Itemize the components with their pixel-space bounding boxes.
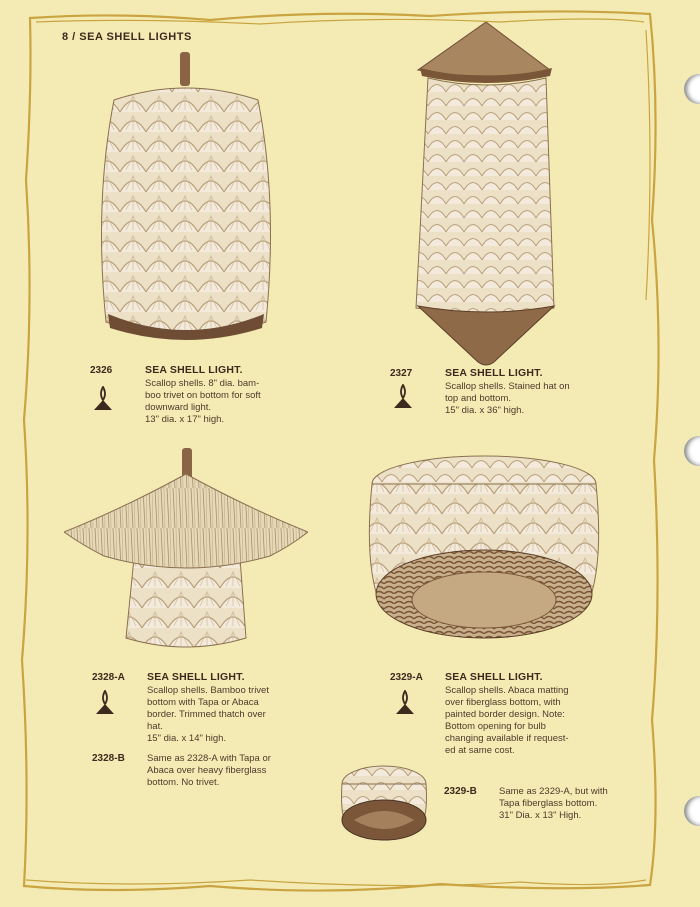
item-description [145,378,295,426]
item-desc-line: downward light. [145,402,212,413]
item-desc-line: Same as 2328-A with Tapa or [147,753,271,764]
item-desc-line: 31" Dia. x 13" High. [499,810,582,821]
item-number: 2327 [390,368,413,379]
hanging-lamp-icon [92,386,114,412]
item-number: 2329-B [444,786,477,797]
item-desc-line: 15" dia. x 14" high. [147,733,227,744]
item-number: 2326 [90,365,113,376]
item-description [499,786,649,822]
item-number: 2328-A [92,672,125,683]
item-desc-line: Abaca over heavy fiberglass [147,765,267,776]
lamp-2327-illustration [410,22,562,368]
item-desc-line: over fiberglass bottom, with [445,697,561,708]
item-desc-line: 15" dia. x 36" high. [445,405,525,416]
lamp-2328-illustration [64,448,308,654]
item-desc-line: 13" dia. x 17" high. [145,414,225,425]
item-desc-line: bottom. No trivet. [147,777,220,788]
item-description [445,685,595,757]
item-title: SEA SHELL LIGHT. [445,367,543,379]
hanging-lamp-icon [392,384,414,410]
item-number: 2329-A [390,672,423,683]
item-number: 2328-B [92,753,125,764]
item-desc-line: ed at same cost. [445,745,515,756]
item-desc-line: changing available if request- [445,733,569,744]
item-title: SEA SHELL LIGHT. [445,671,543,683]
lamp-2329b-illustration [336,762,432,844]
item-desc-line: painted border design. Note: [445,709,565,720]
hanging-lamp-icon [94,690,116,716]
lamp-2326-illustration [94,52,278,346]
item-desc-line: Scallop shells. Stained hat on [445,381,570,392]
item-title: SEA SHELL LIGHT. [145,364,243,376]
item-desc-line: Scallop shells. Bamboo trivet [147,685,269,696]
item-desc-line: bottom with Tapa or Abaca [147,697,259,708]
lamp-2329a-illustration [364,454,604,644]
item-desc-line: border. Trimmed thatch over [147,709,266,720]
page-header: 8 / SEA SHELL LIGHTS [62,31,192,43]
item-description [445,381,615,417]
item-description [147,685,297,745]
item-desc-line: Scallop shells. 8" dia. bam- [145,378,260,389]
item-desc-line: Bottom opening for bulb [445,721,546,732]
item-desc-line: Tapa fiberglass bottom. [499,798,598,809]
item-desc-line: Scallop shells. Abaca matting [445,685,569,696]
item-desc-line: Same as 2329-A, but with [499,786,608,797]
item-desc-line: hat. [147,721,163,732]
item-desc-line: boo trivet on bottom for soft [145,390,261,401]
item-title: SEA SHELL LIGHT. [147,671,245,683]
item-description [147,753,297,789]
hanging-lamp-icon [394,690,416,716]
item-desc-line: top and bottom. [445,393,512,404]
